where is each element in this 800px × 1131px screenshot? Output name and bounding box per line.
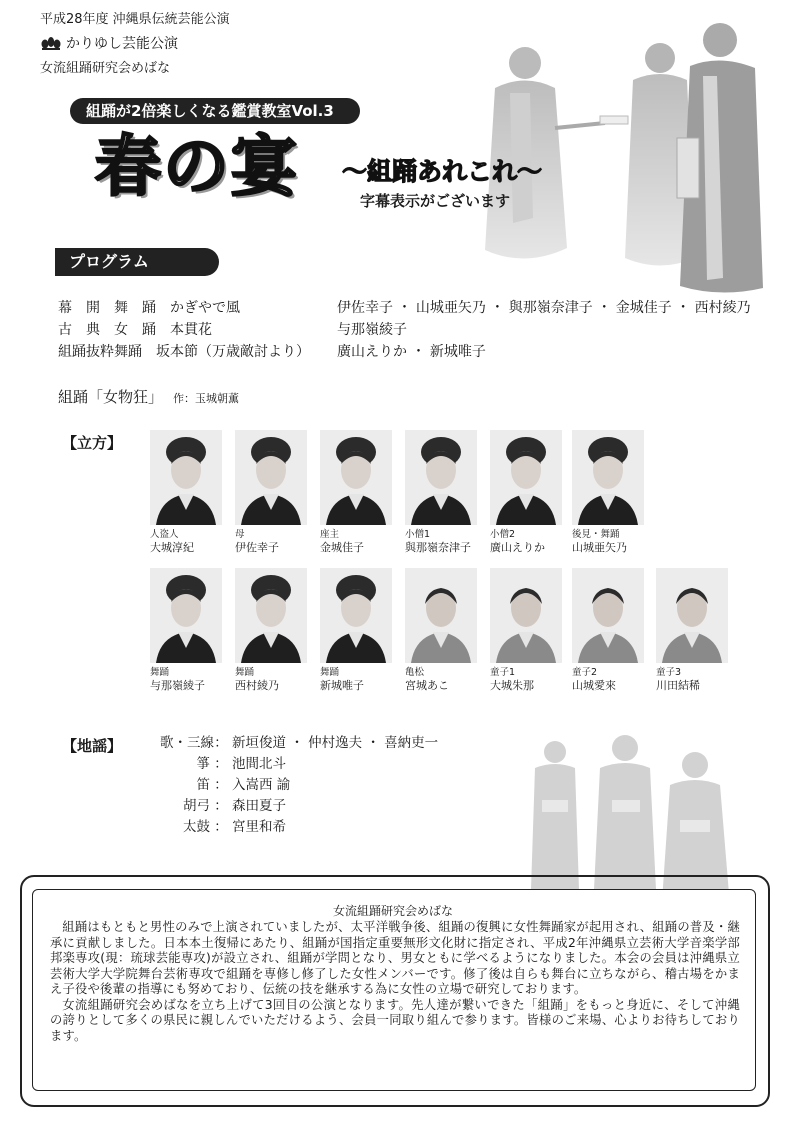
jiutai-row <box>160 817 286 837</box>
program-item-right: 与那嶺綾子 <box>337 322 407 338</box>
cast-caption <box>320 528 364 554</box>
cast-name: 与那嶺綾子 <box>150 679 205 692</box>
cast-role: 亀松 <box>405 667 425 678</box>
cast-role: 童子1 <box>490 667 516 678</box>
program-item-right: 廣山えりか ・ 新城唯子 <box>337 344 486 360</box>
cast-name: 山城愛來 <box>572 679 616 692</box>
event-title: 春の宴 <box>95 128 299 205</box>
cast-name: 川田結稀 <box>656 679 700 692</box>
program-item-left: 組踊抜粋舞踊 坂本節（万歳敵討より） <box>58 344 310 360</box>
cast-portrait <box>150 568 222 663</box>
cast-caption <box>490 666 534 692</box>
cast-caption <box>320 666 364 692</box>
cast-role: 童子2 <box>572 667 598 678</box>
cast-name: 大城淳紀 <box>150 541 194 554</box>
crest-icon <box>40 36 62 50</box>
jiutai-names: 入嵩西 諭 <box>232 777 291 793</box>
cast-name: 新城唯子 <box>320 679 364 692</box>
cast-portrait <box>150 430 222 525</box>
cast-name: 宮城あこ <box>405 679 449 692</box>
jiutai-names: 森田夏子 <box>232 798 286 814</box>
separator: ： <box>214 819 228 835</box>
tachikata-heading: 【立方】 <box>62 434 123 452</box>
header-organizer: 女流組踊研究会めばな <box>40 61 171 76</box>
jiutai-instrument: 太鼓 <box>183 819 210 835</box>
cast-name: 與那嶺奈津子 <box>405 541 471 554</box>
jiutai-row <box>160 796 286 816</box>
cast-name: 西村綾乃 <box>235 679 279 692</box>
cast-role: 舞踊 <box>235 667 255 678</box>
header-event-year: 平成28年度 沖縄県伝統芸能公演 <box>40 12 230 27</box>
program-item-left: 幕 開 舞 踊 かぎやで風 <box>58 300 240 316</box>
cast-caption <box>656 666 700 692</box>
jiutai-row <box>160 775 290 795</box>
series-pill: 組踊が2倍楽しくなる鑑賞教室Vol.3 <box>70 98 360 124</box>
cast-caption <box>235 666 279 692</box>
program-heading: プログラム <box>55 248 219 276</box>
subtitle-notice: 字幕表示がございます <box>360 192 511 210</box>
cast-role: 舞踊 <box>320 667 340 678</box>
cast-caption <box>405 528 471 554</box>
about-paragraph: 女流組踊研究会めばなを立ち上げて3回目の公演となります。先人達が繋いできた「組踊」をもっと身近に、そして沖縄の誇りとして多くの県民に親しんでいただけるよう、会員一同取り組んで参ります。皆様のご来場、心よりお待ちしております。 <box>50 997 740 1043</box>
cast-name: 大城朱那 <box>490 679 534 692</box>
cast-role: 舞踊 <box>150 667 170 678</box>
jiutai-instrument: 箏 <box>196 756 210 772</box>
kumiodori-title <box>58 386 239 407</box>
kumiodori-name: 組踊「女物狂」 <box>58 388 164 406</box>
cast-name: 山城亜矢乃 <box>572 541 627 554</box>
jiutai-instrument: 歌・三線 <box>160 735 214 751</box>
cast-caption <box>572 666 616 692</box>
cast-portrait <box>235 568 307 663</box>
cast-name: 伊佐幸子 <box>235 541 279 554</box>
cast-portrait <box>235 430 307 525</box>
event-subtitle: 〜組踊あれこれ〜 <box>342 157 543 186</box>
kumiodori-author: 作：玉城朝薫 <box>173 392 240 405</box>
cast-portrait <box>490 568 562 663</box>
separator: ： <box>214 756 228 772</box>
jiutai-names: 宮里和希 <box>232 819 286 835</box>
program-item-right: 伊佐幸子 ・ 山城亜矢乃 ・ 與那嶺奈津子 ・ 金城佳子 ・ 西村綾乃 <box>337 300 751 316</box>
cast-portrait <box>572 568 644 663</box>
separator: ： <box>214 777 228 793</box>
cast-portrait <box>320 430 392 525</box>
separator: ： <box>214 735 228 751</box>
cast-role: 母 <box>235 529 245 540</box>
jiutai-instrument: 笛 <box>196 777 210 793</box>
jiutai-row <box>160 754 286 774</box>
cast-portrait <box>405 430 477 525</box>
program-item-left: 古 典 女 踊 本貫花 <box>58 322 212 338</box>
cast-name: 金城佳子 <box>320 541 364 554</box>
cast-portrait <box>656 568 728 663</box>
jiutai-names: 新垣俊道 ・ 仲村逸夫 ・ 喜納吏一 <box>232 735 439 751</box>
separator: ： <box>214 798 228 814</box>
cast-portrait <box>405 568 477 663</box>
cast-role: 小僧2 <box>490 529 516 540</box>
cast-role: 後見・舞踊 <box>572 529 620 540</box>
cast-caption <box>150 528 194 554</box>
about-paragraph: 組踊はもともと男性のみで上演されていましたが、太平洋戦争後、組踊の復興に女性舞踊家が起用され、組踊の普及・継承に貢献しました。日本本土復帰にあたり、組踊が国指定重要無形文化財に指定され、平成2年沖縄県立芸術大学音楽学部邦楽専攻(現：琉球芸能専攻)が設立され、組踊が学問となり、男女ともに学べるようになりました。本会の会員は沖縄県立芸術大学大学院舞台芸術専攻で組踊を専修し修了した女性メンバーです。修了後は自らも舞台に立ちながら、稽古場をかまえ子役や後輩の指導にも努めており、伝統の技を継承する為に女性の立場で研究しております。 <box>50 920 740 996</box>
cast-role: 童子3 <box>656 667 682 678</box>
jiutai-instrument: 胡弓 <box>183 798 210 814</box>
header-series-label: かりゆし芸能公演 <box>66 36 178 52</box>
about-title: 女流組踊研究会めばな <box>332 904 453 918</box>
cast-portrait <box>572 430 644 525</box>
cast-caption <box>572 528 627 554</box>
jiutai-row <box>160 733 438 753</box>
cast-role: 座主 <box>320 529 340 540</box>
cast-caption <box>405 666 449 692</box>
header-series <box>40 36 178 52</box>
cast-caption <box>490 528 545 554</box>
cast-name: 廣山えりか <box>490 541 545 554</box>
cast-portrait <box>320 568 392 663</box>
cast-caption <box>150 666 205 692</box>
cast-role: 人盗人 <box>150 529 179 540</box>
about-body <box>50 920 740 1044</box>
cast-role: 小僧1 <box>405 529 431 540</box>
cast-caption <box>235 528 279 554</box>
jiutai-heading: 【地謡】 <box>62 737 123 755</box>
cast-portrait <box>490 430 562 525</box>
jiutai-names: 池間北斗 <box>232 756 286 772</box>
